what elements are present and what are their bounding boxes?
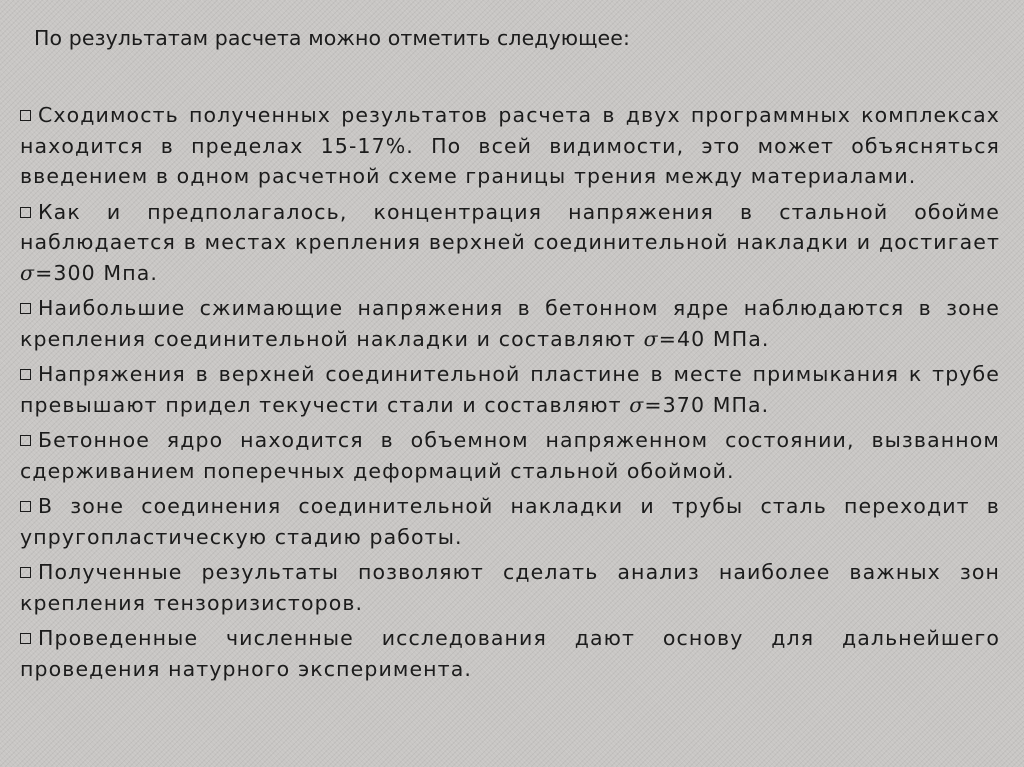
bullet-text: Полученные результаты позволяют сделать анализ наиболее важных зон крепления тензоризисторов. — [20, 560, 1000, 615]
bullet-text: Наибольшие сжимающие напряжения в бетонном ядре наблюдаются в зоне крепления соединительной накладки и составляют — [20, 296, 1000, 351]
bullet-text: В зоне соединения соединительной накладки и трубы сталь переходит в упругопластическую стадию работы. — [20, 494, 1000, 549]
bullet-list — [20, 100, 1000, 689]
list-item — [20, 359, 1000, 420]
bullet-value: =370 МПа. — [644, 392, 770, 417]
list-item — [20, 425, 1000, 486]
checkbox-square-icon — [20, 435, 31, 446]
sigma-symbol: σ — [20, 260, 36, 285]
sigma-symbol: σ — [643, 326, 659, 351]
bullet-value: =300 Мпа. — [35, 260, 158, 285]
list-item — [20, 557, 1000, 618]
list-item — [20, 623, 1000, 684]
checkbox-square-icon — [20, 369, 31, 380]
bullet-text: Бетонное ядро находится в объемном напряженном состоянии, вызванном сдерживанием поперечных деформаций стальной обоймой. — [20, 428, 1000, 483]
list-item — [20, 197, 1000, 289]
list-item — [20, 293, 1000, 354]
checkbox-square-icon — [20, 110, 31, 121]
checkbox-square-icon — [20, 567, 31, 578]
bullet-value: =40 МПа. — [658, 326, 770, 351]
list-item — [20, 100, 1000, 192]
page-title: По результатам расчета можно отметить следующее: — [34, 26, 630, 50]
checkbox-square-icon — [20, 207, 31, 218]
bullet-text: Сходимость полученных результатов расчета в двух программных комплексах находится в пределах 15-17%. По всей видимости, это может объясняться введением в одном расчетной схеме границы трения между материалами. — [20, 103, 1000, 188]
checkbox-square-icon — [20, 633, 31, 644]
list-item — [20, 491, 1000, 552]
bullet-text: Как и предполагалось, концентрация напряжения в стальной обойме наблюдается в местах крепления верхней соединительной накладки и достигает — [20, 199, 1000, 254]
checkbox-square-icon — [20, 501, 31, 512]
bullet-text: Напряжения в верхней соединительной пластине в месте примыкания к трубе превышают придел текучести стали и составляют — [20, 362, 1000, 417]
checkbox-square-icon — [20, 303, 31, 314]
bullet-text: Проведенные численные исследования дают основу для дальнейшего проведения натурного эксперимента. — [20, 626, 1000, 681]
sigma-symbol: σ — [629, 392, 645, 417]
